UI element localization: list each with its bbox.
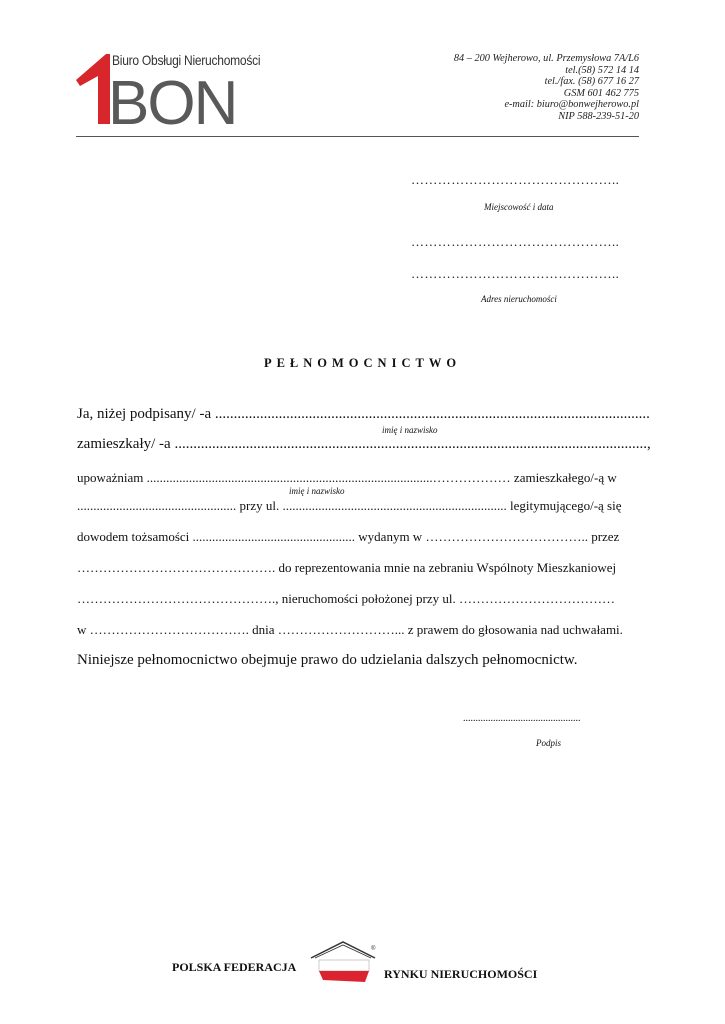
header-divider xyxy=(76,136,639,137)
contact-nip: NIP 588-239-51-20 xyxy=(558,110,639,122)
flag-red xyxy=(319,971,369,982)
body-line-further-proxies: Niniejsze pełnomocnictwo obejmuje prawo do udzielania dalszych pełnomocnictw. xyxy=(77,652,578,668)
logo-bon-text: BON xyxy=(108,69,237,130)
footer-federation-right: RYNKU NIERUCHOMOŚCI xyxy=(384,967,538,981)
contact-email: e-mail: biuro@bonwejherowo.pl xyxy=(504,99,639,111)
pfrn-logo xyxy=(309,940,381,986)
contact-address: 84 – 200 Wejherowo, ul. Przemysłowa 7A/L6 xyxy=(453,53,639,64)
body-line-authorize[interactable]: upoważniam ........................................................................................……………… zamieszkałego/-ą w xyxy=(77,470,617,485)
document-title: PEŁNOMOCNICTWO xyxy=(263,356,462,370)
body-line-property[interactable]: ………………………………………., nieruchomości położonej przy ul. ……………………………… xyxy=(77,591,616,606)
body-line-voting[interactable]: w ………………………………. dnia ………………………... z prawem do głosowania nad uchwałami. xyxy=(77,622,623,637)
body-line-residence[interactable]: zamieszkały/ -a .............................................................................................................................., xyxy=(77,436,651,452)
body-line-represent[interactable]: ………………………………………. do reprezentowania mnie na zebraniu Wspólnoty Mieszkaniowej xyxy=(77,560,617,575)
address-field-1[interactable]: ……………………………………….. xyxy=(411,234,620,249)
signature-caption: Podpis xyxy=(536,738,562,748)
address-caption: Adres nieruchomości xyxy=(481,294,557,304)
svg-text:®: ® xyxy=(371,946,376,952)
caption-proxy-name: imię i nazwisko xyxy=(289,486,345,496)
body-line-street[interactable]: ................................................. przy ul. ..................................................................... legitymującego/-ą się xyxy=(77,498,622,513)
body-line-id[interactable]: dowodem tożsamości .................................................. wydanym w ……………………………….. przez xyxy=(77,529,620,544)
place-date-field[interactable]: ……………………………………….. xyxy=(411,172,620,187)
contact-fax: tel./fax. (58) 677 16 27 xyxy=(544,76,639,88)
body-line-name[interactable]: Ja, niżej podpisany/ -a .................................................................................................................... xyxy=(77,406,650,422)
logo-tagline: Biuro Obsługi Nieruchomości xyxy=(112,52,261,68)
logo-red-one xyxy=(76,54,110,124)
contact-gsm: GSM 601 462 775 xyxy=(563,87,639,99)
flag-white xyxy=(319,960,369,971)
footer-federation-left: POLSKA FEDERACJA xyxy=(172,960,297,974)
contact-phone: tel.(58) 572 14 14 xyxy=(565,64,639,76)
place-date-caption: Miejscowość i data xyxy=(484,202,554,212)
signature-field[interactable]: ............................................... xyxy=(463,713,581,724)
address-field-2[interactable]: ……………………………………….. xyxy=(411,266,620,281)
contact-block xyxy=(454,53,639,123)
caption-name: imię i nazwisko xyxy=(382,425,438,435)
